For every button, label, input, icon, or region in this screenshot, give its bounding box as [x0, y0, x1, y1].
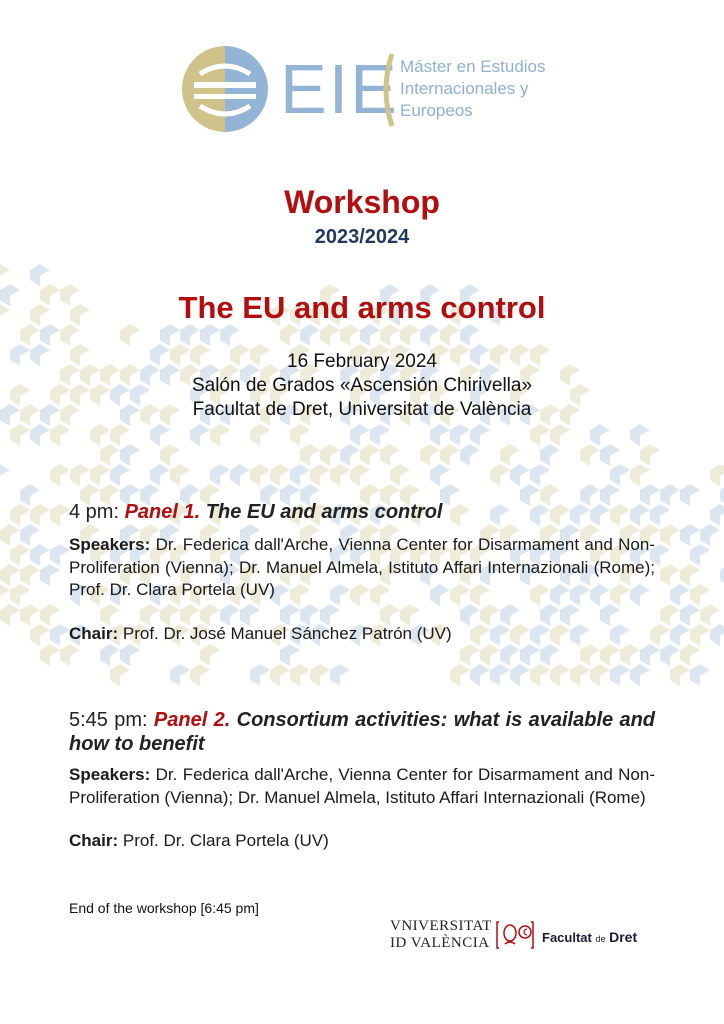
fd-logo-part-3: Dret [609, 929, 638, 945]
panel-2-time: 5:45 pm: [69, 709, 148, 731]
panel-1-chair-label: Chair: [69, 623, 119, 643]
workshop-label: Workshop [284, 184, 440, 220]
logo-text-line-3: Europeos [400, 101, 473, 120]
uv-logo-line-2: ID VALÈNCIA [390, 935, 490, 951]
panel-2-speakers-text: Dr. Federica dall'Arche, Vienna Center for Disarmament and Non-Proliferation (Vienna); Dr. Manuel Almela, Istituto Affari Internazionali (Rome) [69, 765, 655, 807]
panel-1-title: The EU and arms control [205, 501, 443, 523]
fd-logo-part-2: de [595, 934, 606, 944]
event-info [0, 350, 724, 422]
panel-2-heading [69, 708, 655, 756]
end-note: End of the workshop [6:45 pm] [69, 900, 259, 916]
panel-1-speakers-text: Dr. Federica dall'Arche, Vienna Center for Disarmament and Non-Proliferation (Vienna); Dr. Manuel Almela, Istituto Affari Internazionali (Rome); Prof. Dr. Clara Portela (UV) [69, 535, 655, 599]
eie-logo-mark-icon [180, 44, 270, 134]
eie-logo-letters: EIE [280, 50, 399, 128]
panel-2-title: Consortium activities: what is available and how to benefit [69, 709, 656, 755]
logo-text-line-2: Internacionales y [400, 79, 529, 98]
uv-seal-icon [495, 920, 535, 950]
facultat-dret-logo [542, 929, 637, 945]
panel-2-number: Panel 2. [153, 709, 231, 731]
panel-2 [69, 708, 655, 853]
uv-logo-text [390, 918, 492, 952]
panel-1-speakers-label: Speakers: [69, 535, 151, 554]
panel-1-chair-text: Prof. Dr. José Manuel Sánchez Patrón (UV) [122, 623, 452, 643]
panel-1-chair [69, 623, 655, 646]
event-date: 16 February 2024 [287, 351, 437, 372]
panel-2-speakers-label: Speakers: [69, 765, 151, 784]
uv-logo-line-1: VNIVERSITAT [390, 918, 492, 934]
panel-1-time: 4 pm: [69, 501, 120, 523]
event-title: The EU and arms control [178, 290, 546, 325]
panel-1-number: Panel 1. [124, 501, 201, 523]
logo-text-line-1: Máster en Estudios [400, 57, 546, 76]
panel-1-speakers [69, 534, 655, 602]
eie-logo [180, 44, 550, 134]
event-venue: Salón de Grados «Ascensión Chirivella» [191, 375, 533, 396]
panel-2-speakers [69, 764, 655, 809]
eie-logo-text [400, 56, 570, 122]
academic-year: 2023/2024 [314, 226, 410, 248]
universitat-valencia-logo [390, 918, 540, 958]
panel-2-chair [69, 830, 655, 853]
fd-logo-part-1: Facultat [542, 930, 592, 945]
panel-1 [69, 500, 655, 645]
panel-1-heading [69, 500, 655, 524]
logo-bracket-icon [376, 50, 396, 130]
panel-2-chair-text: Prof. Dr. Clara Portela (UV) [122, 831, 329, 850]
panel-2-chair-label: Chair: [69, 831, 119, 850]
event-institution: Facultat de Dret, Universitat de València [192, 399, 532, 420]
